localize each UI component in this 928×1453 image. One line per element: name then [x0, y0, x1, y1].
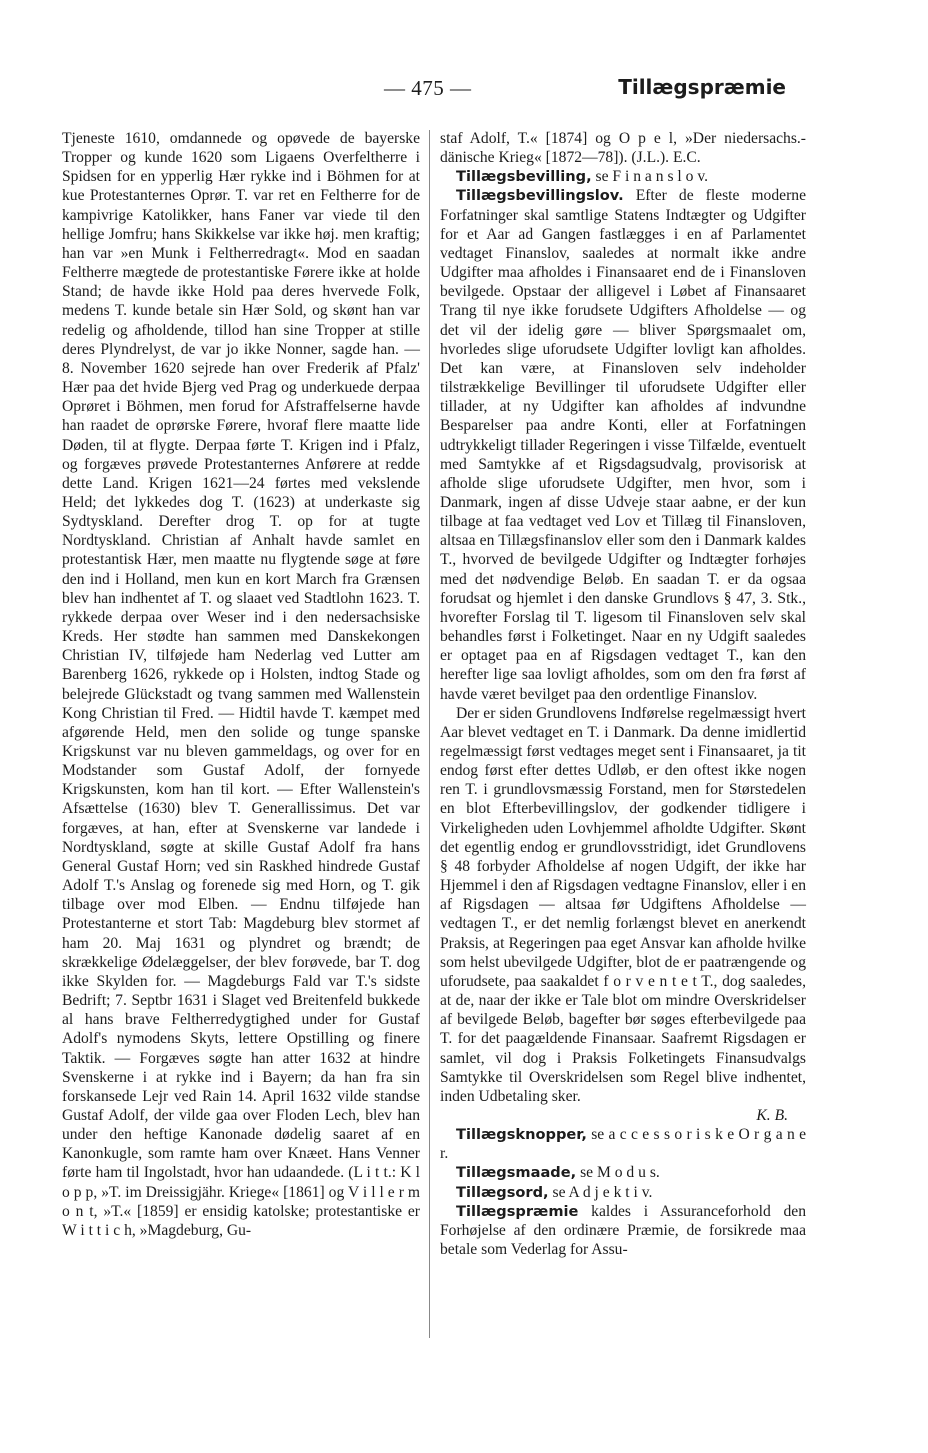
- entry-text: se F i n a n s l o v.: [591, 168, 709, 186]
- entry-headword: Tillægsbevilling,: [456, 168, 592, 186]
- right-column: [440, 129, 806, 1259]
- entry-tillaegsord: [440, 1183, 806, 1202]
- entry-headword: Tillægsord,: [456, 1183, 549, 1201]
- entry-tillaegsmaade: [440, 1163, 806, 1182]
- left-column: [62, 129, 420, 1240]
- paragraph: staf Adolf, T.« [1874] og O p e l, »Der niedersachs.-dänische Krieg« [1872—78]). (J.L.). E.C.: [440, 130, 806, 167]
- entry-text: se M o d u s.: [576, 1164, 660, 1182]
- running-head: Tillægspræmie: [618, 75, 786, 99]
- entry-tillaegsbevilling: [440, 167, 806, 186]
- entry-tillaegsbevillingslov: [440, 186, 806, 703]
- entry-headword: Tillægsbevillingslov.: [456, 187, 624, 205]
- entry-text: se a c c e s s o r i s k e O r g a n e r.: [440, 1126, 806, 1163]
- page-number: — 475 —: [384, 76, 472, 100]
- column-divider: [429, 130, 430, 1338]
- entry-text: se A d j e k t i v.: [548, 1183, 653, 1201]
- entry-text: Efter de fleste moderne Forfatninger skal samtlige Statens Indtægter og Udgifter for et Aar ad Gangen fastlægges i en af Parlamentet vedtaget Finanslov, saaledes at normalt ikke andre Udgifter maa afholdes i Finansaaret end de i Finansloven bevilgede. Opstaar der alligevel i Løbet af Finansaaret Trang til nye ikke forudsete Udgifters Afholdelse — og det vil der idelig gøre — bliver Spørgsmaalet om, hvorledes slige uforudsete Udgifter lovligt kan afholdes. Det kan være, at Finansloven selv indeholder tilstrækkelige Bevillinger til uforudsete Udgifter eller tillader, at ny Udgifter kan afholdes af indvundne Besparelser paa andre Konti, eller at Forfatningen udtrykkeligt tillader Regeringen i visse Tilfælde, eventuelt med Samtykke af et Rigsdagsudvalg, provisorisk at afholde slige uforudsete Udgifter, men hvor, som i Danmark, ingen af disse Udveje staar aabne, er der kun tilbage at faa vedtaget ved Lov et Tillæg til Finansloven, altsaa en Tillægsfinanslov eller som den i Danmark kaldes T., hvorved de bevilgede Udgifter og Indtægter forhøjes med det nødvendige Beløb. En saadan T. er da ogsaa forudsat og hjemlet i den danske Grundlovs § 47, 3. Stk., hvorefter Forslag til T. ligesom til Finansloven selv skal behandles først i Folketinget. Naar en ny Udgift saaledes er optaget paa en af Rigsdagen vedtaget T., kan den herefter lige saa lovligt afholdes, som om den fra først af havde været bevilget paa den ordentlige Finanslov.: [440, 187, 806, 703]
- entry-text: kaldes i Assuranceforhold den Forhøjelse af den ordinære Præmie, de forsikrede maa betale som Vederlag for Assu-: [440, 1202, 806, 1259]
- paragraph: Tjeneste 1610, omdannede og opøvede de bayerske Tropper og kunde 1620 som Ligaens Overfeltherre i Spidsen for en ypperlig Hær rykke ind i Böhmen for at kue Protestanternes Oprør. T. var ret en Feltherre for de kampivrige Katolikker, hans Faner var viede til den hellige Jomfru; hans Skikkelse var ikke høj. men kraftig; han var »en Munk i Feltherredragt«. Mod en saadan Feltherre mægtede de protestantiske Førere ikke at holde Stand; de havde ikke Hold paa deres hvervede Folk, medens T. kunde betale sin Hær Sold, og skønt han var redelig og afholdende, tillod han sine Tropper at stille deres Plyndrelyst, de var jo ikke Nonner, sagde han. — 8. November 1620 sejrede han over Frederik af Pfalz' Hær paa det hvide Bjerg ved Prag og underkuede derpaa Oprøret i Böhmen, men forud for Afstraffelserne havde han raadet de oprørske Førere, hvoraf flere maatte lide Døden, til at flygte. Derpaa førte T. Krigen ind i Pfalz, og forgæves prøvede Protestanternes Anførere at redde dette Land. Krigen 1621—24 førtes med vekslende Held; det lykkedes dog T. (1623) at underkaste sig Sydtyskland. Derefter drog T. op for at tugte Nordtyskland. Christian af Anhalt havde samlet en protestantisk Hær, men maatte nu flygtende søge at føre den ind i Holland, men kun en kort March fra Grænsen blev han indhentet af T. og slaaet ved Stadtlohn 1623. T. rykkede derpaa over Weser ind i den nedersachsiske Kreds. Her stødte han sammen med Danskekongen Christian IV, tilføjede ham Nederlag ved Lutter am Barenberg 1626, rykkede op i Holsten, indtog Stade og belejrede Glückstadt og tvang sammen med Wallenstein Kong Christian til Fred. — Hidtil havde T. kæmpet med afgørende Held, men den solide og tunge spanske Krigskunst var nu bleven gammeldags, og over for en Modstander som Gustaf Adolf, der fornyede Krigskunsten, kom han til kort. — Efter Wallenstein's Afsættelse (1630) blev T. Generallissimus. Det var forgæves, at han, efter at Svenskerne var landede i Nordtyskland, søgte at skille Gustaf Adolf fra hans General Gustaf Horn; ved sin Raskhed hindrede Gustaf Adolf T.'s Anslag og forenede sig med Horn, og T. gik tilbage over mod Elben. — Endnu tilføjede han Protestanterne et stort Tab: Magdeburg blev stormet af ham 20. Maj 1631 og plyndret og brændt; de skrækkelige Ødelæggelser, der blev forøvede, bar T. dog ikke Skylden for. — Magdeburgs Fald var T.'s sidste Bedrift; 7. Septbr 1631 i Slaget ved Breitenfeld bukkede al hans brave Feltherredygtighed under for Gustaf Adolf's nymodens Skyts, lettere Opstilling og finere Taktik. — Forgæves søgte han atter 1632 at hindre Svenskerne i at rykke ind i Bayern; da han fra sin forskansede Lejr ved Rain 14. April 1632 vilde standse Gustaf Adolf, der vilde gaa over Floden Lech, blev han under den heftige Kanonade dødelig saaret af en Kanonkugle, som ramte ham over Knæet. Hans Venner førte ham til Ingolstadt, hvor han udaandede. (L i t t.: K l o p p, »T. im Dreissigjähr. Kriege« [1861] og V i l l e r m o n t, »T.« [1859] er ensidig katolske; protestantiske er W i t t i c h, »Magdeburg, Gu-: [62, 130, 420, 1239]
- entry-tillaegspraemie: [440, 1202, 806, 1259]
- author-signature: K. B.: [756, 1106, 788, 1124]
- entry-headword: Tillægsmaade,: [456, 1164, 577, 1182]
- entry-headword: Tillægsknopper,: [456, 1126, 587, 1144]
- entry-tillaegsknopper: [440, 1125, 806, 1163]
- paragraph: Der er siden Grundlovens Indførelse regelmæssigt hvert Aar blevet vedtaget en T. i Danmark. Da denne imidlertid regelmæssigt først vedtages meget sent i Finansaaret, ja tit endog først efter dettes Udløb, er den oftest ikke nogen ren T. i grundlovsmæssig Forstand, men for Størstedelen en blot Efterbevillingslov, der godkender tidligere i Virkeligheden uden Lovhjemmel afholdte Udgifter. Skønt det egentlig endog er grundlovsstridigt, idet Grundlovens § 48 forbyder Afholdelse af nogen Udgift, der ikke har Hjemmel i den af Rigsdagen vedtagne Finanslov, eller i en af Rigsdagen — altsaa før Udgiftens Afholdelse — vedtagen T., er det nemlig forlængst blevet en anerkendt Praksis, at Regeringen paa eget Ansvar kan afholde hvilke som helst ubevilgede Udgifter, blot de er paatrængende og uforudsete, paa saakaldet f o r v e n t e t T., dog saaledes, at de, naar der ikke er Tale blot om mindre Overskridelser af bevilgede Beløb, bagefter bør søges efterbevilgede paa T. for det paagældende Finansaar. Saafremt Rigsdagen er samlet, vil dog i Praksis Folketingets Finansudvalgs Samtykke til Overskridelsen som Regel blive indhentet, inden Udbetaling sker.: [440, 704, 806, 1105]
- entry-headword: Tillægspræmie: [456, 1202, 579, 1220]
